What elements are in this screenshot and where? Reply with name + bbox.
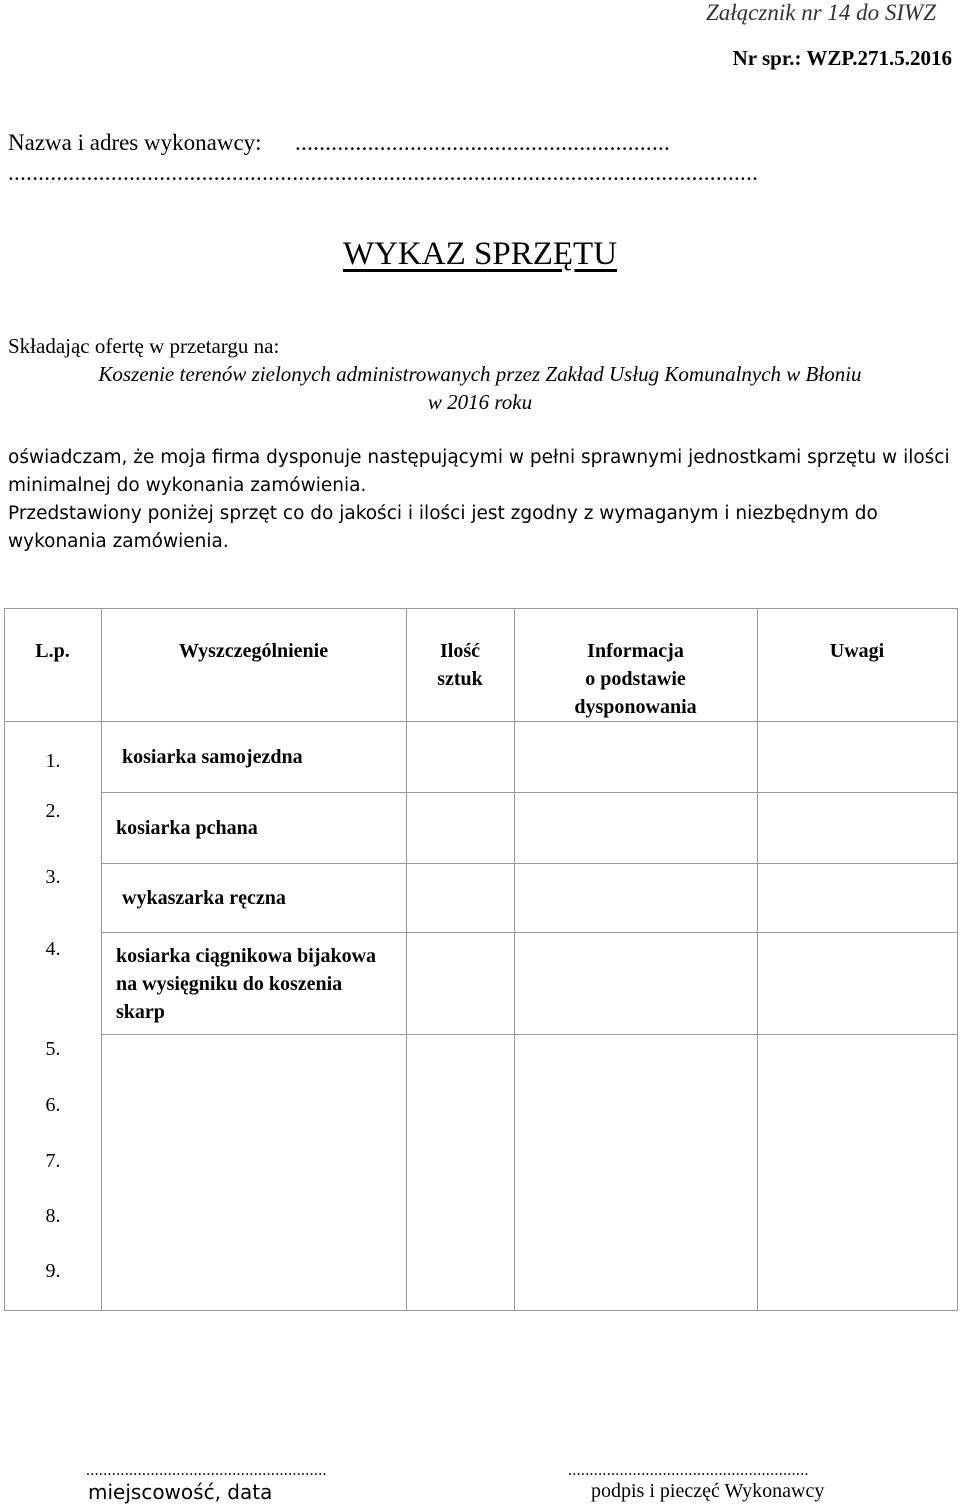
tender-year: w 2016 roku [427, 390, 533, 414]
header-quantity-line1: Ilość [440, 640, 480, 662]
contractor-address-field[interactable]: ............................................................................................................................ [8, 160, 759, 185]
statement-paragraph-1: oświadczam, że moja firma dysponuje następującymi w pełni sprawnymi jednostkami sprzętu w ilości minimalnej do wykonania zamówienia. [8, 447, 950, 496]
row-number: 5. [45, 1038, 61, 1060]
header-notes: Uwagi [829, 640, 885, 662]
place-date-field[interactable]: ........................................................ [86, 1462, 327, 1479]
row-item: wykaszarka ręczna [122, 887, 286, 909]
intro-text: Składając ofertę w przetargu na: [8, 334, 280, 358]
table-border-bottom [4, 1310, 958, 1311]
header-info [514, 637, 757, 721]
row-number: 4. [45, 938, 61, 960]
contractor-name-field[interactable]: .............................................................. [295, 130, 671, 155]
signature-field[interactable]: ........................................................ [568, 1462, 809, 1479]
header-info-line3: dysponowania [574, 696, 697, 718]
header-info-line1: Informacja [587, 640, 684, 662]
table-border-right [957, 608, 958, 1311]
table-border-left [4, 608, 5, 1311]
tender-name: Koszenie terenów zielonych administrowanych przez Zakład Usług Komunalnych w Błoniu [98, 362, 862, 386]
header-info-line2: o podstawie [585, 668, 686, 690]
row-number: 8. [45, 1205, 61, 1227]
row-divider [101, 932, 958, 933]
row-item: kosiarka pchana [116, 817, 258, 839]
row-divider [101, 1034, 958, 1035]
row-item: kosiarka ciągnikowa bijakowa na wysięgniku do koszenia skarp [116, 945, 377, 1023]
row-number: 2. [45, 800, 61, 822]
document-title: WYKAZ SPRZĘTU [342, 236, 618, 272]
row-number: 7. [45, 1150, 61, 1172]
table-header-bottom [4, 721, 958, 722]
statement-paragraph-2: Przedstawiony poniżej sprzęt co do jakości i ilości jest zgodny z wymaganym i niezbędnym do wykonania zamówienia. [8, 503, 878, 552]
place-date-label: miejscowość, data [88, 1480, 273, 1504]
row-number: 6. [45, 1094, 61, 1116]
column-divider [101, 608, 102, 1311]
case-number: Nr spr.: WZP.271.5.2016 [732, 46, 952, 70]
header-lp: L.p. [35, 640, 70, 662]
header-quantity [406, 637, 514, 693]
row-number: 1. [45, 750, 61, 772]
annex-reference: Załącznik nr 14 do SIWZ [706, 0, 936, 25]
signature-label: podpis i pieczęć Wykonawcy [591, 1480, 825, 1502]
column-divider [757, 608, 758, 1311]
row-divider [101, 863, 958, 864]
column-divider [406, 608, 407, 1311]
statement [8, 444, 953, 556]
row-item: kosiarka samojezdna [122, 746, 303, 768]
header-item: Wyszczególnienie [178, 640, 329, 662]
table-border-top [4, 608, 958, 609]
row-number: 3. [45, 866, 61, 888]
contractor-label: Nazwa i adres wykonawcy: [8, 130, 262, 155]
header-quantity-line2: sztuk [437, 668, 483, 690]
row-number: 9. [45, 1260, 61, 1282]
row-divider [101, 792, 958, 793]
